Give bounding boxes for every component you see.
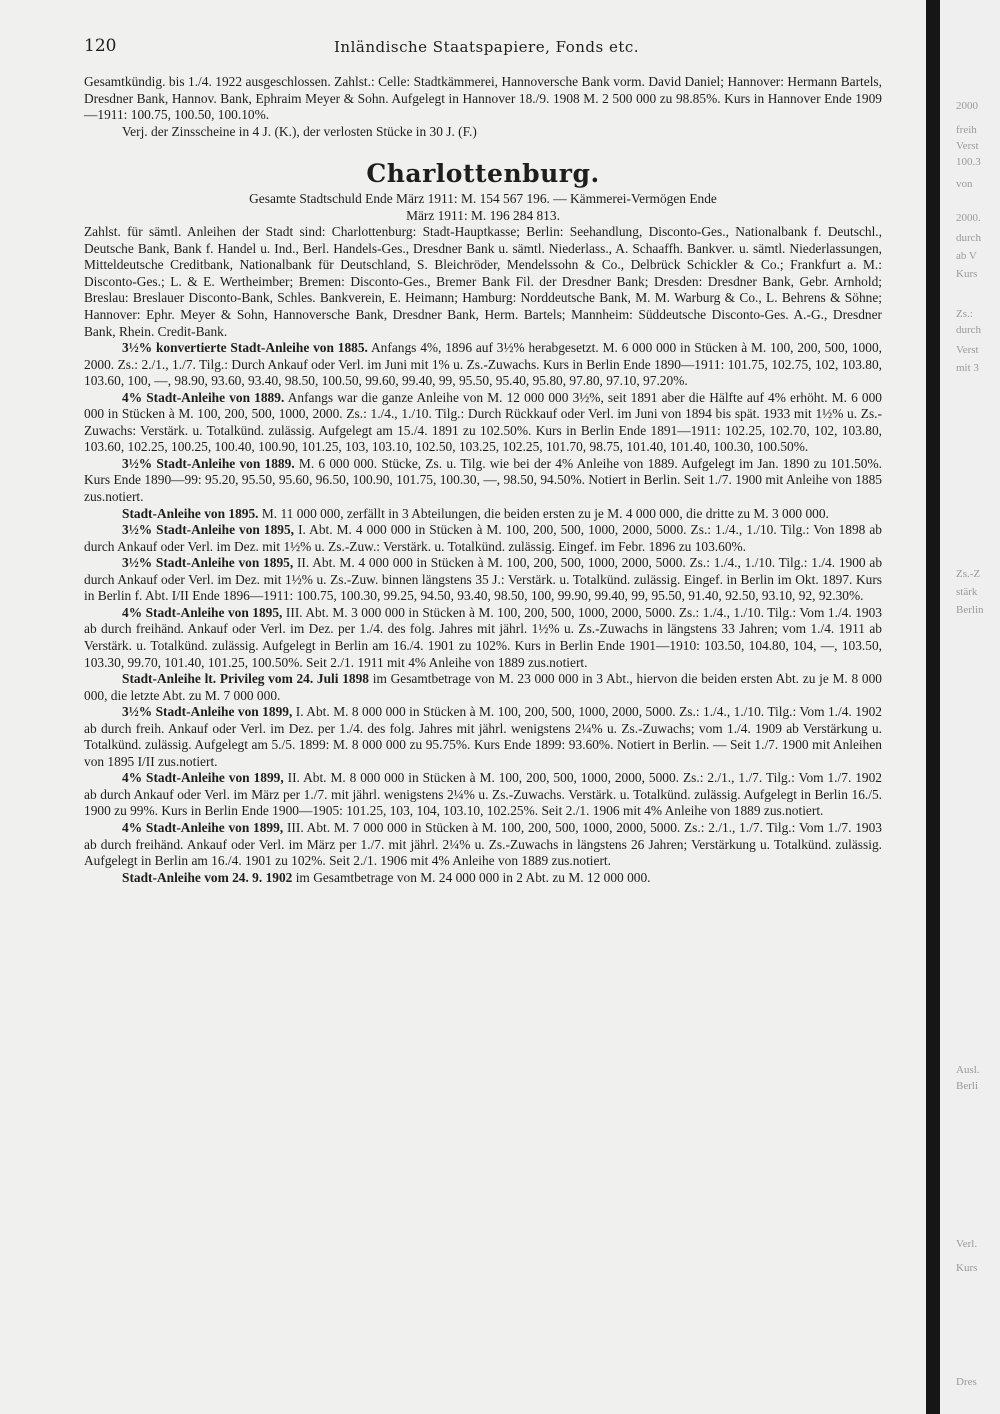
- loan-entry: [84, 555, 882, 605]
- page-body: [84, 74, 882, 886]
- debt-line-2: März 1911: M. 196 284 813.: [406, 207, 560, 223]
- loan-title: 3½% Stadt-Anleihe von 1889.: [122, 455, 295, 471]
- loan-entry: [84, 770, 882, 820]
- facing-page-fragment: freih: [956, 124, 977, 136]
- loan-text: M. 11 000 000, zerfällt in 3 Abteilungen, die beiden ersten zu je M. 4 000 000, die dritte zu M. 3 000 000.: [258, 505, 829, 521]
- loan-entry: [84, 870, 882, 887]
- loan-text: III. Abt. M. 3 000 000 in Stücken à M. 100, 200, 500, 1000, 2000, 5000. Zs.: 1./4., 1./10. Tilg.: Vom 1./4. 1903 ab durch freihänd. Ankauf oder Verl. im Dez. per 1./4. des folg. Jahres mit jährl. 1½% u. Zs.-Zuwachs in längstens 33 Jahren; vom 1./4. 1911 ab Verstärk. u. Totalkünd. zulässig. Aufgelegt in Berlin am 16./4. 1901 zu 102%. Kurs in Berlin Ende 1901—1910: 103.50, 104.80, 104, —, 103.50, 103.30, 99.70, 101.40, 101.25, 100.50%. Seit 2./1. 1911 mit 4% Anleihe von 1889 zus.notiert.: [84, 604, 882, 670]
- loan-text: I. Abt. M. 8 000 000 in Stücken à M. 100, 200, 500, 1000, 2000, 5000. Zs.: 1./4., 1./10. Tilg.: Vom 1./4. 1902 ab durch freih. Ankauf oder Verl. im Dez. per 1./4. des folg. Jahres mit jährl. wenigstens 2¼% u. Zs.-Zuwachs; vom 1./4. 1909 ab Verstärkung u. Totalkünd. zulässig. Aufgelegt am 5./5. 1899: M. 8 000 000 zu 95.75%. Kurs Ende 1899: 93.60%. Notiert in Berlin. — Seit 1./7. 1900 mit Anleihen von 1895 I/II zus.notiert.: [84, 704, 883, 769]
- loan-list: [84, 340, 882, 886]
- intro-limitation: Verj. der Zinsscheine in 4 J. (K.), der verlosten Stücke in 30 J. (F.): [122, 123, 477, 139]
- facing-page-fragment: Berli: [956, 1080, 978, 1092]
- loan-text: Anfangs 4%, 1896 auf 3½% herabgesetzt. M. 6 000 000 in Stücken à M. 100, 200, 500, 1000, 2000. Zs.: 2./1., 1./7. Tilg.: Durch Ankauf oder Verl. im Juni mit 1% u. Zs.-Zuwachs. Kurs in Berlin Ende 1890—1911: 101.75, 102.75, 102, 103.80, 103.60, 100, —, 98.90, 93.60, 93.40, 98.50, 100.50, 99.60, 99.40, 99, 95.50, 95.40, 95.80, 97.80, 97.10, 97.20%.: [84, 340, 882, 389]
- loan-title: 3½% Stadt-Anleihe von 1899,: [122, 704, 293, 720]
- facing-page-fragment: Verl.: [956, 1238, 978, 1250]
- facing-page-fragment: Ausl.: [956, 1064, 980, 1076]
- loan-title: 4% Stadt-Anleihe von 1899,: [122, 819, 284, 835]
- loan-text: im Gesamtbetrage von M. 23 000 000 in 3 Abt., hiervon die beiden ersten Abt. zu je M. 8 000 000, die letzte Abt. zu M. 7 000 000.: [84, 671, 882, 703]
- loan-text: M. 6 000 000. Stücke, Zs. u. Tilg. wie bei der 4% Anleihe von 1889. Aufgelegt im Jan. 1890 zu 101.50%. Kurs Ende 1890—99: 95.20, 95.50, 95.60, 96.50, 100.90, 101.75, 100.30, —, 98.50, 94.50%. Notiert in Berlin. Seit 1./7. 1900 mit Anleihe von 1885 zus.notiert.: [84, 455, 883, 505]
- loan-title: Stadt-Anleihe von 1895.: [122, 505, 259, 521]
- loan-title: 3½% Stadt-Anleihe von 1895,: [122, 522, 295, 538]
- page-number: 120: [84, 36, 117, 56]
- facing-page-fragment: mit 3: [956, 362, 979, 374]
- loan-title: 3½% Stadt-Anleihe von 1895,: [122, 555, 294, 571]
- loan-text: Anfangs war die ganze Anleihe von M. 12 000 000 3½%, seit 1891 aber die Hälfte auf 4% erhöht. M. 6 000 000 in Stücken à M. 100, 200, 500, 1000, 2000. Zs.: 1./4., 1./10. Tilg.: Durch Rückkauf oder Verl. im Juni von 1894 bis spät. 1933 mit 1½% u. Zs.-Zuwachs: Verstärk. u. Totalkünd. zulässig. Aufgelegt am 15./4. 1891 zu 102.50%. Kurs in Berlin Ende 1891—1911: 102.25, 102.70, 102, 103.80, 103.60, 102.25, 100.25, 100.40, 100.90, 101.25, 103, 103.10, 102.50, 103.25, 102.25, 101.70, 98.75, 101.40, 101.40, 100.30, 100.50%.: [84, 389, 882, 455]
- facing-page-fragment: 2000: [956, 100, 978, 112]
- facing-page-fragment: Zs.-Z: [956, 568, 981, 580]
- loan-text: II. Abt. M. 8 000 000 in Stücken à M. 100, 200, 500, 1000, 2000, 5000. Zs.: 2./1., 1./7. Tilg.: Vom 1./7. 1902 ab durch Ankauf oder Verl. im März per 1./7. mit jährl. wenigstens 2¼% u. Zs.-Zuwachs. Verstärk. u. Totalkünd. zulässig. Aufgelegt in Berlin 16./5. 1900 zu 99%. Kurs in Berlin Ende 1900—1905: 101.25, 103, 104, 103.10, 102.25%. Seit 2./1. 1906 mit 4% Anleihe von 1889 zus.notiert.: [84, 770, 882, 819]
- loan-title: 4% Stadt-Anleihe von 1899,: [122, 770, 284, 786]
- loan-title: Stadt-Anleihe lt. Privileg vom 24. Juli 1898: [122, 671, 370, 687]
- loan-entry: [84, 506, 882, 523]
- loan-entry: [84, 704, 882, 770]
- facing-page-fragment: stärk: [956, 586, 978, 598]
- facing-page-fragment: Dres: [956, 1376, 977, 1388]
- loan-title: 3½% konvertierte Stadt-Anleihe von 1885.: [122, 340, 368, 356]
- facing-page-fragment: Zs.:: [956, 308, 973, 320]
- facing-page-fragment: von: [956, 178, 973, 190]
- facing-page-fragment: 2000.: [956, 212, 981, 224]
- loan-entry: [84, 671, 882, 704]
- facing-page-fragment: Kurs: [956, 268, 978, 280]
- loan-text: II. Abt. M. 4 000 000 in Stücken à M. 100, 200, 500, 1000, 2000, 5000. Zs.: 1./4., 1./10. Tilg.: 1./4. 1900 ab durch Ankauf oder Verl. im Dez. mit 1½% u. Zs.-Zuw. binnen längstens 35 J.: Verstärk. u. Totalkünd. zulässig. Eingef. in Berlin im Okt. 1897. Kurs in Berlin f. Abt. I/II Ende 1896—1911: 100.75, 100.30, 99.25, 94.50, 93.40, 98.50, 100, 99.90, 99.40, 99, 95.50, 91.40, 92.50, 93.10, 92, 92.30%.: [84, 555, 883, 604]
- facing-page-fragment: 100.3: [956, 156, 981, 168]
- section-title: Charlottenburg.: [366, 159, 600, 189]
- loan-entry: [84, 522, 882, 555]
- paying-agents: Zahlst. für sämtl. Anleihen der Stadt sind: Charlottenburg: Stadt-Hauptkasse; Berlin: Seehandlung, Disconto-Ges., Nationalbank f. Deutschl., Deutsche Bank, Bank f. Handel u. Ind., Berl. Handels-Ges., Dresdner Bank u. sämtl. Niederlass., A. Schaaffh. Bankver. u. sämtl. Niederlassungen, Mitteldeutsche Creditbank, Nationalbank für Deutschland, S. Bleichröder, Mendelssohn & Co., Delbrück Schickler & Co.; Frankfurt a. M.: Disconto-Ges.; L. & E. Wertheimber; Bremen: Disconto-Ges., Bremer Bank Fil. der Dresdner Bank; Dresden: Dresdner Bank, Gebr. Arnhold; Breslau: Breslauer Disconto-Bank, Schles. Bankverein, E. Heimann; Hamburg: Norddeutsche Bank, M. M. Warburg & Co., L. Behrens & Söhne; Hannover: Ephr. Meyer & Sohn, Hannoversche Bank, Dresdner Bank, Herm. Bartels; Mannheim: Süddeutsche Disconto-Ges. A.-G., Dresdner Bank, Rhein. Credit-Bank.: [84, 224, 882, 339]
- loan-entry: [84, 605, 882, 671]
- loan-text: im Gesamtbetrage von M. 24 000 000 in 2 Abt. zu M. 12 000 000.: [292, 869, 651, 885]
- book-gutter: [926, 0, 940, 1414]
- facing-page-fragment: Berlin: [956, 604, 984, 616]
- loan-title: Stadt-Anleihe vom 24. 9. 1902: [122, 869, 293, 885]
- facing-page-fragment: Verst: [956, 344, 979, 356]
- facing-page-fragment: durch: [956, 324, 982, 336]
- loan-text: III. Abt. M. 7 000 000 in Stücken à M. 100, 200, 500, 1000, 2000, 5000. Zs.: 2./1., 1./7. Tilg.: Vom 1./7. 1903 ab durch freihänd. Ankauf oder Verl. im März per 1./7. mit jährl. 2¼% u. Zs.-Zuwachs in längstens 26 Jahren; Verstärkung u. Totalkünd. zulässig. Aufgelegt in Berlin am 16./4. 1901 zu 102%. Seit 2./1. 1906 mit 4% Anleihe von 1889 zus.notiert.: [84, 819, 882, 869]
- facing-page-edge: [940, 0, 1000, 1414]
- loan-title: 4% Stadt-Anleihe von 1889.: [122, 389, 285, 405]
- loan-entry: [84, 820, 882, 870]
- loan-entry: [84, 456, 882, 506]
- loan-title: 4% Stadt-Anleihe von 1895,: [122, 604, 283, 620]
- loan-entry: [84, 390, 882, 456]
- facing-page-fragment: ab V: [956, 250, 977, 262]
- intro-paragraph: Gesamtkündig. bis 1./4. 1922 ausgeschlossen. Zahlst.: Celle: Stadtkämmerei, Hannoversche Bank vorm. David Daniel; Hannover: Hermann Bartels, Dresdner Bank, Hannov. Bank, Ephraim Meyer & Sohn. Aufgelegt in Hannover 18./9. 1908 M. 2 500 000 zu 98.85%. Kurs in Hannover Ende 1909—1911: 100.75, 100.50, 100.10%.: [84, 74, 882, 123]
- facing-page-fragment: durch: [956, 232, 982, 244]
- facing-page-fragment: Verst: [956, 140, 979, 152]
- facing-page-fragment: Kurs: [956, 1262, 978, 1274]
- loan-entry: [84, 340, 882, 390]
- debt-line-1: Gesamte Stadtschuld Ende März 1911: M. 154 567 196. — Kämmerei-Vermögen Ende: [249, 191, 717, 207]
- running-title: Inländische Staatspapiere, Fonds etc.: [334, 38, 640, 56]
- page-header: [84, 36, 874, 60]
- loan-text: I. Abt. M. 4 000 000 in Stücken à M. 100, 200, 500, 1000, 2000, 5000. Zs.: 1./4., 1./10. Tilg.: Von 1898 ab durch Ankauf oder Verl. im Dez. mit 1½% u. Zs.-Zuw.: Verstärk. u. Totalkünd. zulässig. Eingef. im Febr. 1896 zu 103.60%.: [84, 522, 883, 554]
